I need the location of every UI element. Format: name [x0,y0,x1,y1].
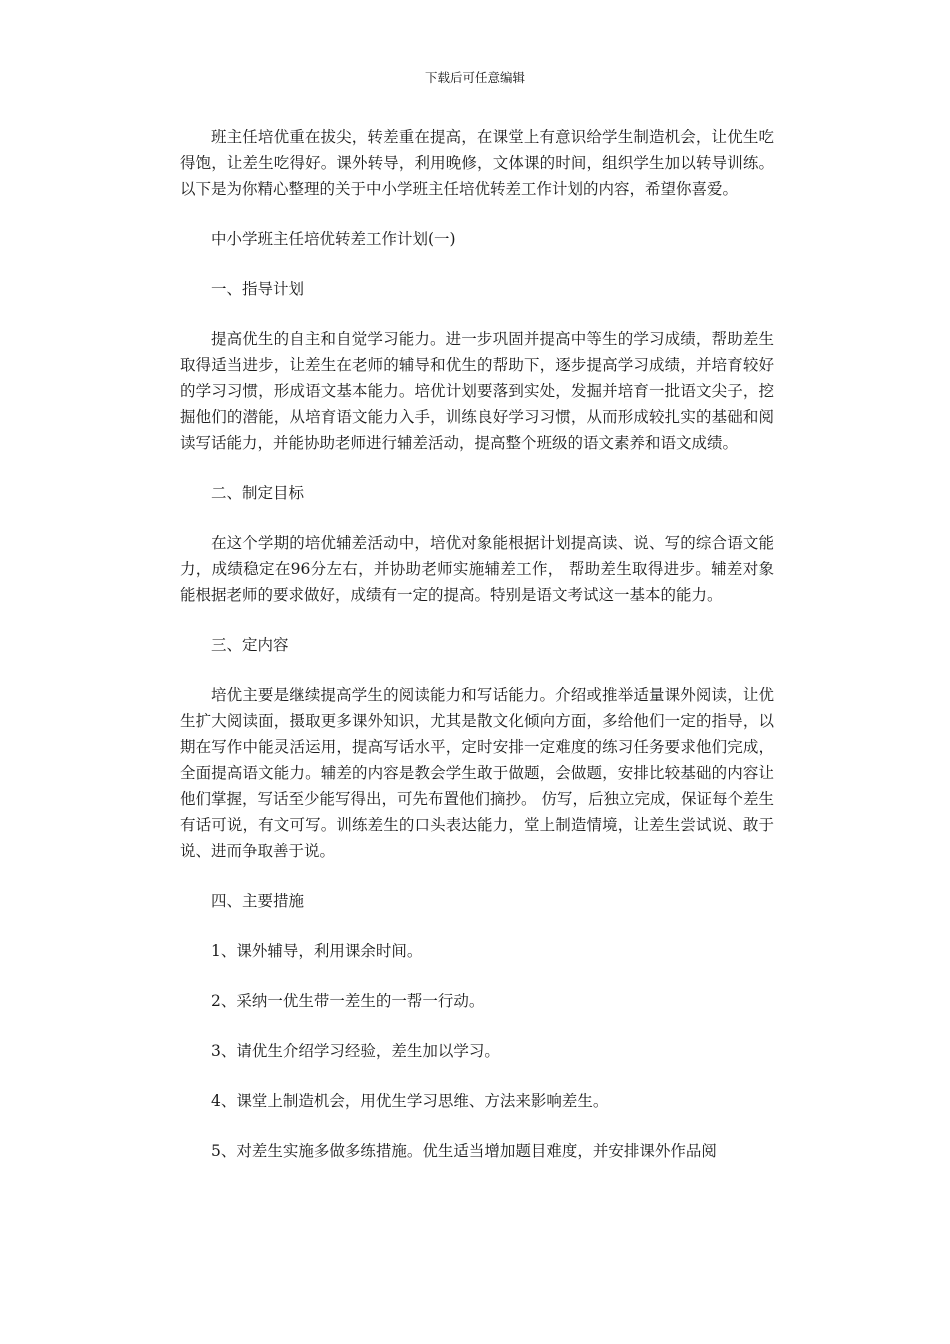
measure-item: 3、请优生介绍学习经验，差生加以学习。 [211,1042,500,1060]
measure-item: 1、课外辅导，利用课余时间。 [211,942,423,960]
section-3-title: 三、定内容 [211,636,289,654]
measure-item: 4、课堂上制造机会，用优生学习思维、方法来影响差生。 [211,1092,609,1110]
intro-paragraph: 班主任培优重在拔尖，转差重在提高，在课堂上有意识给学生制造机会，让优生吃得饱，让差生吃得好。课外转导，利用晚修，文体课的时间，组织学生加以转导训练。以下是为你精心整理的关于中小学班主任培优转差工作计划的内容，希望你喜爱。 [180,128,774,198]
document-body [180,124,774,1164]
section-4-title: 四、主要措施 [211,892,305,910]
section-1-title: 一、指导计划 [211,280,305,298]
plan-title: 中小学班主任培优转差工作计划(一) [211,230,456,248]
page-header: 下载后可任意编辑 [424,70,525,85]
section-3-paragraph: 培优主要是继续提高学生的阅读能力和写话能力。介绍或推举适量课外阅读，让优生扩大阅读面，摄取更多课外知识，尤其是散文化倾向方面，多给他们一定的指导，以期在写作中能灵活运用，提高写话水平，定时安排一定难度的练习任务要求他们完成，全面提高语文能力。辅差的内容是教会学生敢于做题，会做题，安排比较基础的内容让他们掌握，写话至少能写得出，可先布置他们摘抄。 仿写，后独立完成，保证每个差生有话可说，有文可写。训练差生的口头表达能力，堂上制造情境，让差生尝试说、敢于说、进而争取善于说。 [180,686,774,860]
section-2-title: 二、制定目标 [211,484,305,502]
section-1-paragraph: 提高优生的自主和自觉学习能力。进一步巩固并提高中等生的学习成绩，帮助差生取得适当进步，让差生在老师的辅导和优生的帮助下，逐步提高学习成绩，并培育较好的学习习惯，形成语文基本能力。培优计划要落到实处，发掘并培育一批语文尖子，挖掘他们的潜能，从培育语文能力入手，训练良好学习习惯，从而形成较扎实的基础和阅读写话能力，并能协助老师进行辅差活动，提高整个班级的语文素养和语文成绩。 [180,330,774,452]
measure-item: 2、采纳一优生带一差生的一帮一行动。 [211,992,485,1010]
section-2-paragraph: 在这个学期的培优辅差活动中，培优对象能根据计划提高读、说、写的综合语文能力，成绩稳定在96分左右，并协助老师实施辅差工作， 帮助差生取得进步。辅差对象能根据老师的要求做好，成绩有一定的提高。特别是语文考试这一基本的能力。 [180,534,774,604]
measure-item: 5、对差生实施多做多练措施。优生适当增加题目难度，并安排课外作品阅 [211,1142,717,1160]
